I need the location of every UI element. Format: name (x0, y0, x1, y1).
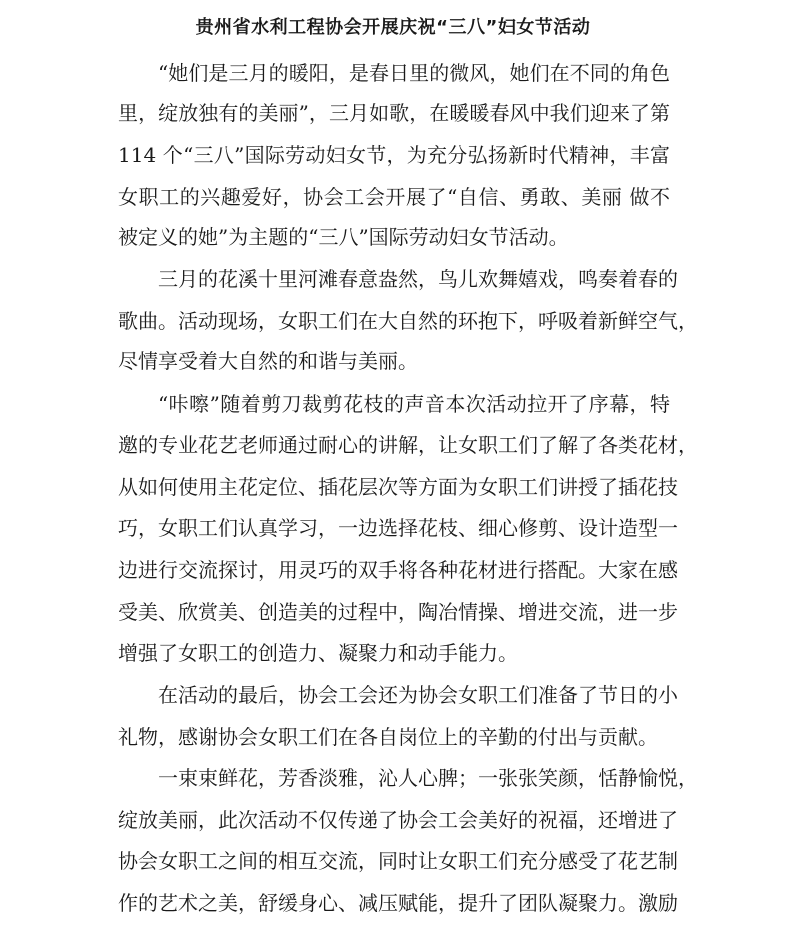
paragraph-line: 三月的花溪十里河滩春意盎然，鸟儿欢舞嬉戏，鸣奏着春的 (158, 267, 678, 291)
paragraph-line: 女职工的兴趣爱好，协会工会开展了“自信、勇敢、美丽 做不 (118, 185, 670, 209)
paragraph-line: 从如何使用主花定位、插花层次等方面为女职工们讲授了插花技 (118, 475, 678, 499)
paragraph-line: 礼物，感谢协会女职工们在各自岗位上的辛勤的付出与贡献。 (118, 725, 658, 749)
paragraph-line: 在活动的最后，协会工会还为协会女职工们准备了节日的小 (158, 683, 678, 707)
paragraph-line: 作的艺术之美，舒缓身心、减压赋能，提升了团队凝聚力。激励 (118, 891, 678, 915)
paragraph-line: 邀的专业花艺老师通过耐心的讲解，让女职工们了解了各类花材， (118, 433, 698, 457)
paragraph-line: 里，绽放独有的美丽”，三月如歌，在暖暖春风中我们迎来了第 (118, 101, 670, 125)
paragraph-line: 一束束鲜花，芳香淡雅，沁人心脾；一张张笑颜，恬静愉悦， (158, 766, 698, 790)
paragraph-line: 边进行交流探讨，用灵巧的双手将各种花材进行搭配。大家在感 (118, 558, 678, 582)
paragraph-line: 绽放美丽，此次活动不仅传递了协会工会美好的祝福，还增进了 (118, 808, 678, 832)
paragraph-line: 歌曲。活动现场，女职工们在大自然的环抱下，呼吸着新鲜空气， (118, 309, 698, 333)
paragraph-line: 尽情享受着大自然的和谐与美丽。 (118, 349, 418, 373)
paragraph-line: 增强了女职工的创造力、凝聚力和动手能力。 (118, 641, 518, 665)
paragraph-line: 被定义的她”为主题的“三八”国际劳动妇女节活动。 (118, 225, 569, 249)
paragraph-line: 协会女职工之间的相互交流，同时让女职工们充分感受了花艺制 (118, 849, 678, 873)
paragraph-line: 受美、欣赏美、创造美的过程中，陶冶情操、增进交流，进一步 (118, 600, 678, 624)
paragraph-line: 114 个“三八”国际劳动妇女节，为充分弘扬新时代精神，丰富 (118, 143, 670, 167)
paragraph-line: “咔嚓”随着剪刀裁剪花枝的声音本次活动拉开了序幕，特 (158, 392, 670, 416)
paragraph-line: “她们是三月的暖阳，是春日里的微风，她们在不同的角色 (158, 61, 670, 85)
document-title: 贵州省水利工程协会开展庆祝“三八”妇女节活动 (195, 17, 591, 38)
paragraph-line: 巧，女职工们认真学习，一边选择花枝、细心修剪、设计造型一 (118, 516, 678, 540)
